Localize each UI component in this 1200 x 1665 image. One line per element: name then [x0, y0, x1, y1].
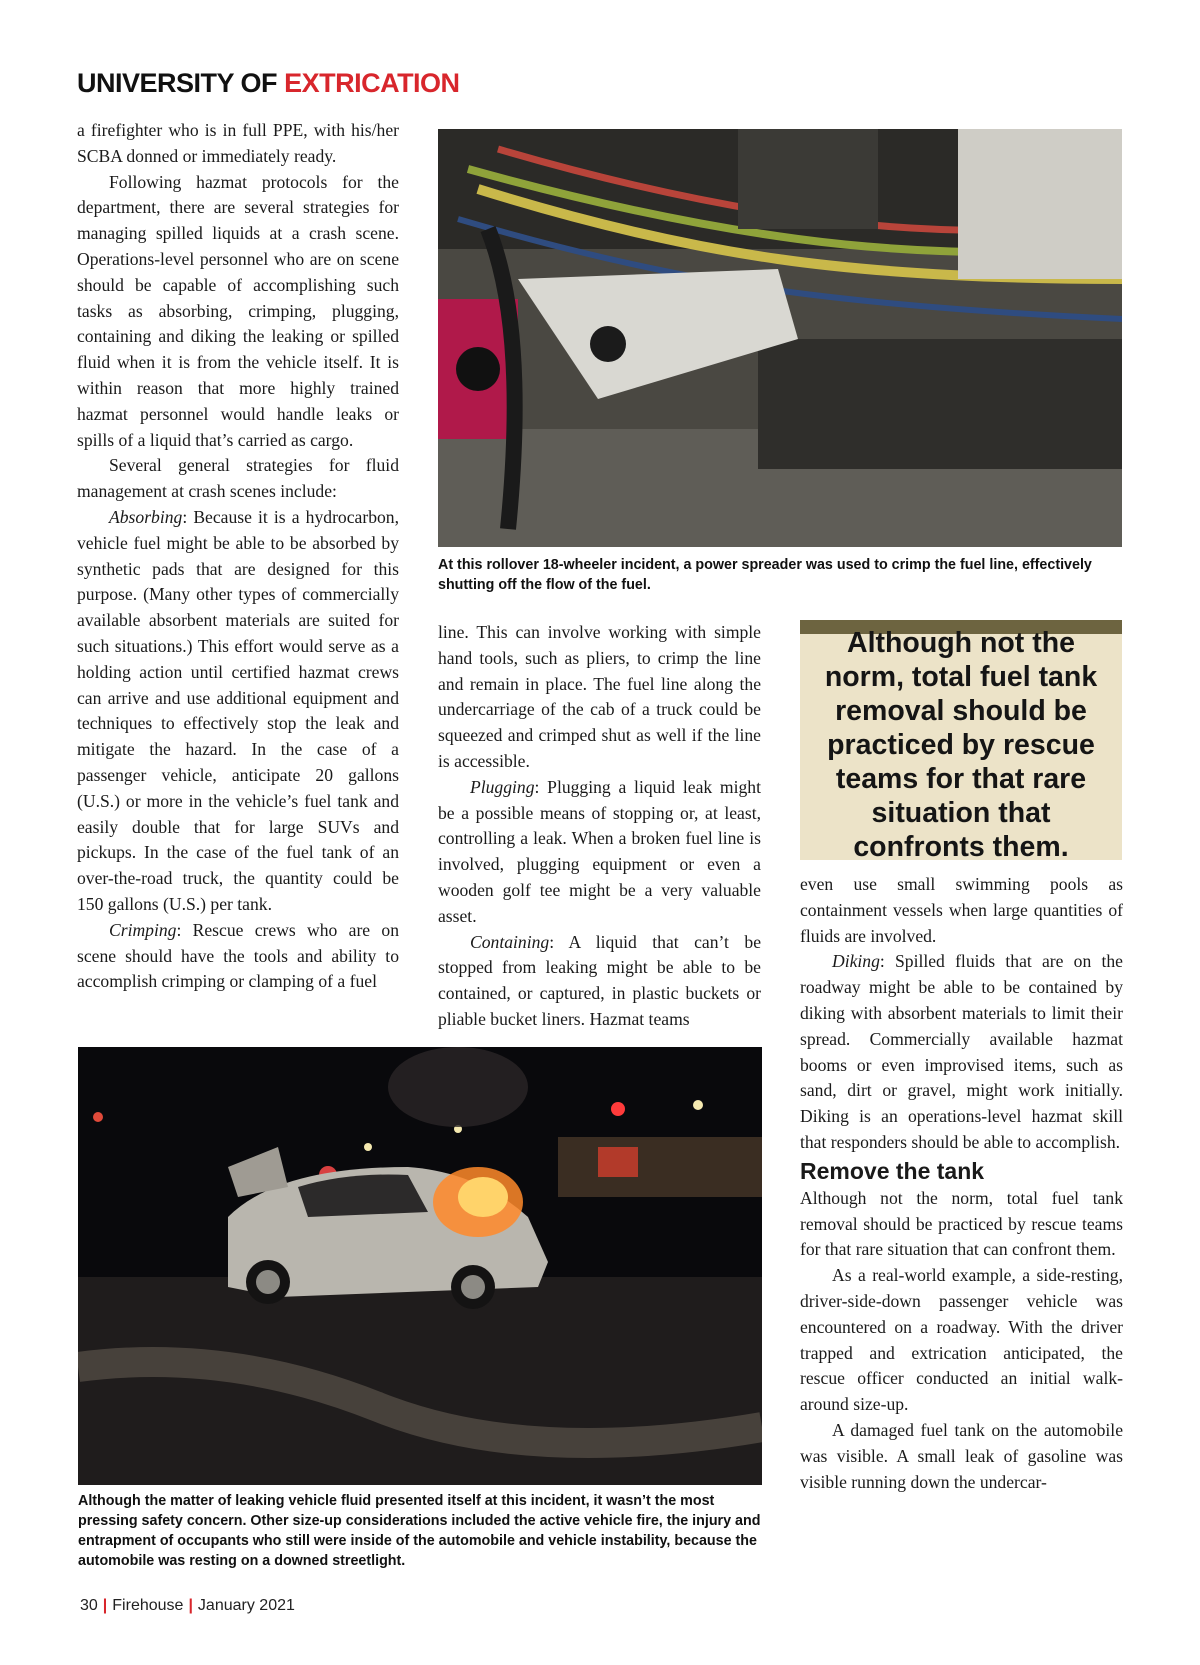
- photo-vehicle-fire-illustration: [78, 1047, 762, 1485]
- issue-date: January 2021: [197, 1597, 295, 1614]
- photo-power-spreader-illustration: [438, 129, 1122, 547]
- term-crimping: Crimping: [109, 919, 177, 940]
- paragraph: Following hazmat protocols for the department, there are several strategies for managing spilled liquids at a crash scene. Operations-level personnel who are on scene should be capable of accomplishing such tasks as absorbing, crimping, plugging, containing and diking the leaking or spilled fluid when it is from the vehicle itself. It is within reason that more highly trained hazmat personnel would handle leaks or spills of a liquid that’s carried as cargo.: [77, 171, 399, 450]
- article-column-2: [438, 620, 761, 1033]
- pull-quote-text: Although not the norm, total fuel tank removal should be practiced by rescue teams for that rare situation that confronts them.: [824, 627, 1098, 863]
- pull-quote: [800, 620, 1122, 863]
- paragraph: As a real-world example, a side-resting, driver-side-down passenger vehicle was encountered on a roadway. With the driver trapped and extrication anticipated, the rescue officer conducted an initial walk-around size-up.: [800, 1265, 1123, 1415]
- magazine-name: Firehouse: [112, 1597, 184, 1614]
- paragraph: [438, 930, 761, 1033]
- subheading: Remove the tank: [800, 1157, 985, 1184]
- paragraph-text: : A liquid that can’t be stopped from leaking might be able to be contained, or captured, in plastic buckets or pliable bucket liners. Hazmat teams: [438, 931, 761, 1029]
- paragraph-text: : Rescue crews who are on scene should have the tools and ability to accomplish crimping or clamping of a fuel: [77, 919, 399, 992]
- photo-power-spreader-fuel-line: [438, 129, 1122, 547]
- term-diking: Diking: [832, 951, 880, 972]
- paragraph: [77, 505, 399, 918]
- paragraph: a firefighter who is in full PPE, with his/her SCBA donned or immediately ready.: [77, 120, 399, 166]
- article-column-3: [800, 872, 1123, 1495]
- header-title-part1: UNIVERSITY OF: [77, 68, 278, 98]
- paragraph-text: : Because it is a hydrocarbon, vehicle fuel might be able to be absorbed by synthetic pads that are designed for this purpose. (Many other types of commercially available absorbent materials are suited for such situations.) This effort would serve as a holding action until certified hazmat crews can arrive and use additional equipment and techniques to effectively stop the leak and mitigate the hazard. In the case of a passenger vehicle, anticipate 20 gallons (U.S.) or more in the vehicle’s fuel tank and easily double that for large SUVs and pickups. In the case of the fuel tank of an over-the-road truck, the quantity could be 150 gallons (U.S.) per tank.: [77, 506, 399, 914]
- paragraph: [438, 775, 761, 930]
- paragraph: Several general strategies for fluid management at crash scenes include:: [77, 455, 399, 502]
- term-containing: Containing: [470, 931, 550, 952]
- paragraph-text: : Plugging a liquid leak might be a possible means of stopping or, at least, controlling a leak. When a broken fuel line is involved, plugging equipment or even a wooden golf tee might be a very valuable asset.: [438, 776, 761, 926]
- photo-vehicle-fire: [78, 1047, 762, 1485]
- footer-separator: |: [188, 1597, 193, 1614]
- paragraph: line. This can involve working with simple hand tools, such as pliers, to crimp the line and remain in place. The fuel line along the undercarriage of the cab of a truck could be squeezed and crimped shut as well if the line is accessible.: [438, 622, 761, 771]
- footer-separator: |: [102, 1597, 108, 1614]
- page-number: 30: [80, 1597, 98, 1614]
- paragraph: [77, 918, 399, 995]
- photo-caption: At this rollover 18-wheeler incident, a power spreader was used to crimp the fuel line, effectively shutting off the flow of the fuel.: [438, 557, 1092, 593]
- paragraph: Although not the norm, total fuel tank removal should be practiced by rescue teams for that rare situation that can confront them.: [800, 1187, 1123, 1260]
- term-plugging: Plugging: [470, 776, 535, 797]
- term-absorbing: Absorbing: [109, 506, 183, 527]
- page-footer: [80, 1597, 295, 1615]
- section-header: [77, 70, 460, 97]
- article-column-1: [77, 118, 399, 995]
- paragraph: A damaged fuel tank on the automobile was visible. A small leak of gasoline was visible running down the undercar-: [800, 1419, 1123, 1492]
- photo-caption: Although the matter of leaking vehicle fluid presented itself at this incident, it wasn’t the most pressing safety concern. Other size-up considerations included the active vehicle fire, the injury and entrapment of occupants who still were inside of the automobile and vehicle instability, because the automobile was resting on a downed streetlight.: [78, 1493, 761, 1569]
- paragraph-text: : Spilled fluids that are on the roadway might be able to be contained by diking with absorbent materials to limit their spread. Commercially available hazmat booms or even improvised items, such as sand, dirt or gravel, might work initially. Diking is an operations-level hazmat skill that responders should be able to accomplish.: [800, 951, 1123, 1152]
- header-title-part2: EXTRICATION: [284, 68, 460, 98]
- paragraph: [800, 949, 1123, 1155]
- paragraph: even use small swimming pools as containment vessels when large quantities of fluids are involved.: [800, 874, 1123, 946]
